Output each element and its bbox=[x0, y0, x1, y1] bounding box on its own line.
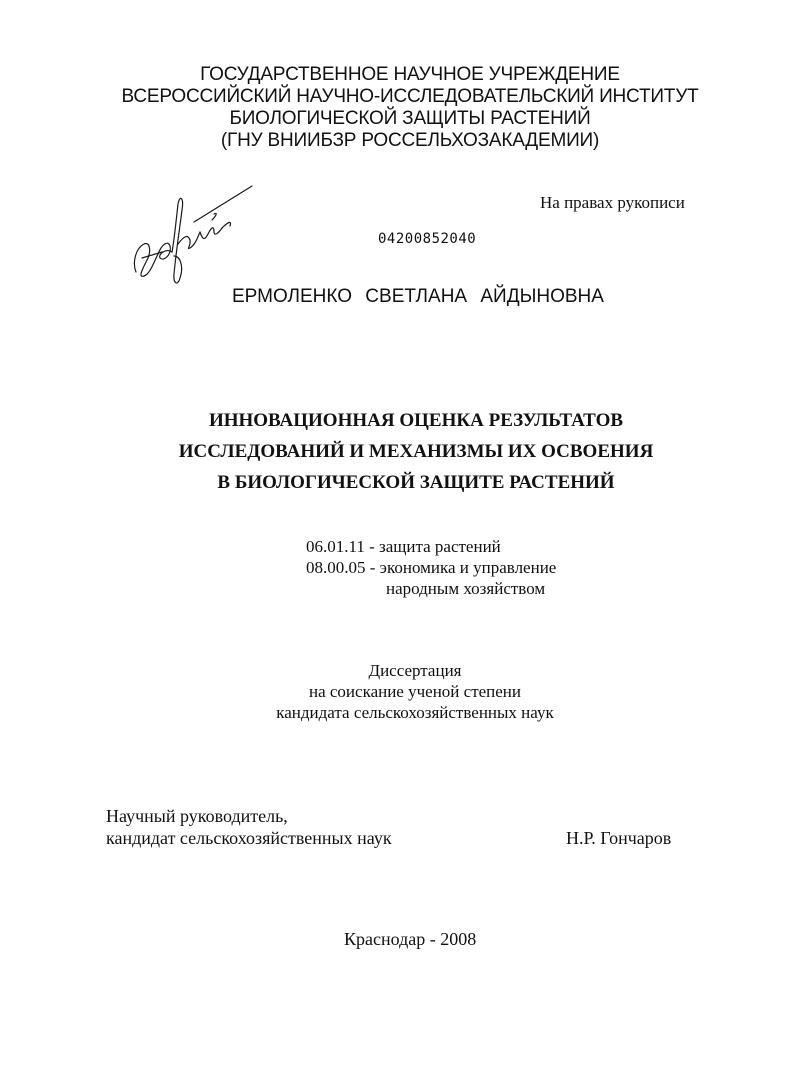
rights-note: На правах рукописи bbox=[540, 193, 685, 212]
advisor-block bbox=[106, 805, 392, 849]
institution-line-2: ВСЕРОССИЙСКИЙ НАУЧНО-ИССЛЕДОВАТЕЛЬСКИЙ ИНСТИТУТ bbox=[121, 86, 699, 107]
degree-statement bbox=[200, 660, 630, 723]
specialty-line-3: народным хозяйством bbox=[386, 579, 546, 598]
degree-line-3: кандидата сельскохозяйственных наук bbox=[276, 703, 554, 722]
institution-line-1: ГОСУДАРСТВЕННОЕ НАУЧНОЕ УЧРЕЖДЕНИЕ bbox=[200, 64, 620, 85]
title-line-1: ИННОВАЦИОННАЯ ОЦЕНКА РЕЗУЛЬТАТОВ bbox=[208, 410, 624, 431]
institution-line-3: БИОЛОГИЧЕСКОЙ ЗАЩИТЫ РАСТЕНИЙ bbox=[229, 108, 591, 129]
advisor-label-line-1: Научный руководитель, bbox=[106, 806, 288, 826]
author-name: ЕРМОЛЕНКО СВЕТЛАНА АЙДЫНОВНА bbox=[232, 286, 604, 307]
degree-line-1: Диссертация bbox=[368, 661, 462, 680]
specialty-line-2: 08.00.05 - экономика и управление bbox=[306, 558, 557, 577]
city-year: Краснодар - 2008 bbox=[344, 929, 477, 949]
catalog-code: 04200852040 bbox=[378, 231, 477, 247]
institution-header bbox=[100, 64, 720, 152]
advisor-label-line-2: кандидат сельскохозяйственных наук bbox=[106, 828, 392, 848]
title-line-2: ИССЛЕДОВАНИЙ И МЕХАНИЗМЫ ИХ ОСВОЕНИЯ bbox=[178, 441, 654, 462]
specialty-line-1: 06.01.11 - защита растений bbox=[306, 537, 501, 556]
institution-line-4: (ГНУ ВНИИБЗР РОССЕЛЬХОЗАКАДЕМИИ) bbox=[220, 130, 600, 151]
dissertation-title bbox=[100, 405, 732, 498]
handwritten-signature-icon bbox=[128, 182, 258, 294]
degree-line-2: на соискание ученой степени bbox=[308, 682, 522, 701]
advisor-name: Н.Р. Гончаров bbox=[566, 828, 672, 848]
title-line-3: В БИОЛОГИЧЕСКОЙ ЗАЩИТЕ РАСТЕНИЙ bbox=[217, 472, 615, 493]
